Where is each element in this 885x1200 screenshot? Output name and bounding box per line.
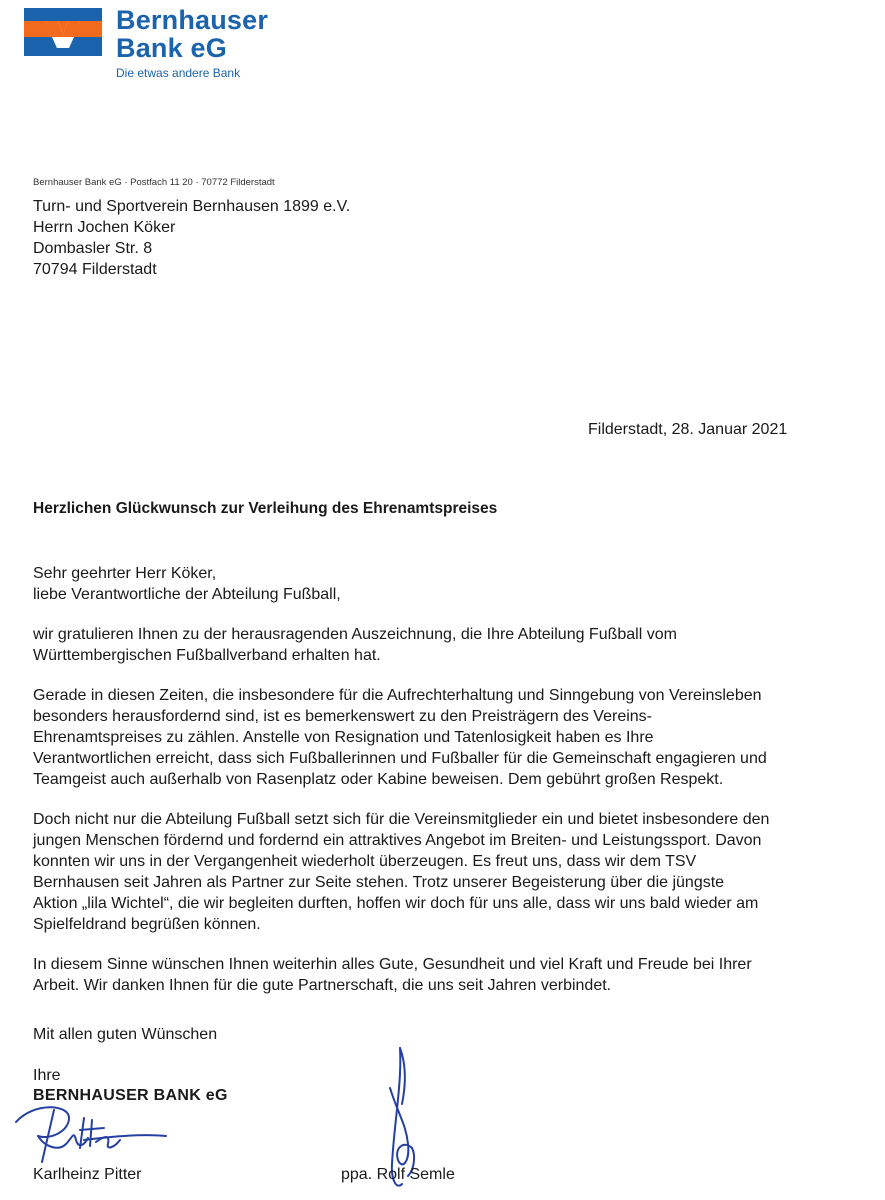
closing-ihre: Ihre <box>33 1067 61 1084</box>
recipient-line: Turn- und Sportverein Bernhausen 1899 e.V. <box>33 198 351 215</box>
bank-logo-mark-icon <box>24 8 102 56</box>
body-line: Ehrenamtspreises zu zählen. Anstelle von Resignation und Tatenlosigkeit haben es Ihre <box>33 729 654 746</box>
recipient-address <box>33 196 350 280</box>
bank-tagline: Die etwas andere Bank <box>116 66 241 80</box>
body-line: Doch nicht nur die Abteilung Fußball setzt sich für die Vereinsmitglieder ein und bietet insbesondere den <box>33 811 770 828</box>
body-line: Aktion „lila Wichtel“, die wir begleiten durften, hoffen wir doch für uns alle, dass wir uns bald wieder am <box>33 895 759 912</box>
recipient-line: Herrn Jochen Köker <box>33 219 176 236</box>
body-line: Gerade in diesen Zeiten, die insbesondere für die Aufrechterhaltung und Sinngebung von Vereinsleben <box>33 687 762 704</box>
body-line: liebe Verantwortliche der Abteilung Fußball, <box>33 586 341 603</box>
bank-signature-name: BERNHAUSER BANK eG <box>33 1087 228 1104</box>
bank-name-line2: Bank eG <box>116 33 227 63</box>
recipient-line: Dombasler Str. 8 <box>33 240 153 257</box>
body-line: In diesem Sinne wünschen Ihnen weiterhin alles Gute, Gesundheit und viel Kraft und Freude bei Ihrer <box>33 956 752 973</box>
body-paragraph <box>33 809 853 935</box>
body-line: konnten wir uns in der Vergangenheit wiederholt überzeugen. Es freut uns, dass wir dem TSV <box>33 853 697 870</box>
body-line: Sehr geehrter Herr Köker, <box>33 565 217 582</box>
body-line: besonders herausfordernd sind, ist es bemerkenswert zu den Preisträgern des Vereins- <box>33 708 652 725</box>
body-line: wir gratulieren Ihnen zu der herausragenden Auszeichnung, die Ihre Abteilung Fußball vom <box>33 626 677 643</box>
body-paragraph <box>33 954 853 996</box>
bank-name-line1: Bernhauser <box>116 5 269 35</box>
body-line: Spielfeldrand begrüßen können. <box>33 916 261 933</box>
body-line: Württembergischen Fußballverband erhalten hat. <box>33 647 381 664</box>
sender-line: Bernhauser Bank eG · Postfach 11 20 · 70772 Filderstadt <box>33 177 275 188</box>
letter-subject: Herzlichen Glückwunsch zur Verleihung des Ehrenamtspreises <box>33 500 498 517</box>
body-line: Arbeit. Wir danken Ihnen für die gute Partnerschaft, die uns seit Jahren verbindet. <box>33 977 612 994</box>
bank-logo <box>24 5 269 84</box>
signature-pitter-icon <box>14 1096 174 1171</box>
closing-line: Mit allen guten Wünschen <box>33 1026 218 1043</box>
body-line: Teamgeist auch außerhalb von Rasenplatz oder Kabine beweisen. Dem gebührt großen Respekt. <box>33 771 724 788</box>
body-paragraph <box>33 624 853 666</box>
body-paragraph <box>33 685 853 790</box>
letter-date: Filderstadt, 28. Januar 2021 <box>588 421 788 438</box>
body-line: jungen Menschen fördernd und fordernd ein attraktives Angebot im Breiten- und Leistungssport. Davon <box>33 832 762 849</box>
body-line: Bernhausen seit Jahren als Partner zur Seite stehen. Trotz unserer Begeisterung über die jüngste <box>33 874 725 891</box>
bank-name <box>116 6 268 62</box>
signer-pitter: Karlheinz Pitter <box>33 1166 142 1183</box>
recipient-line: 70794 Filderstadt <box>33 261 157 278</box>
letter-body <box>33 563 853 1015</box>
signer-semle: ppa. Rolf Semle <box>341 1166 455 1183</box>
body-line: Verantwortlichen erreicht, dass sich Fußballerinnen und Fußballer für die Gemeinschaft engagieren und <box>33 750 767 767</box>
salutation <box>33 563 853 605</box>
